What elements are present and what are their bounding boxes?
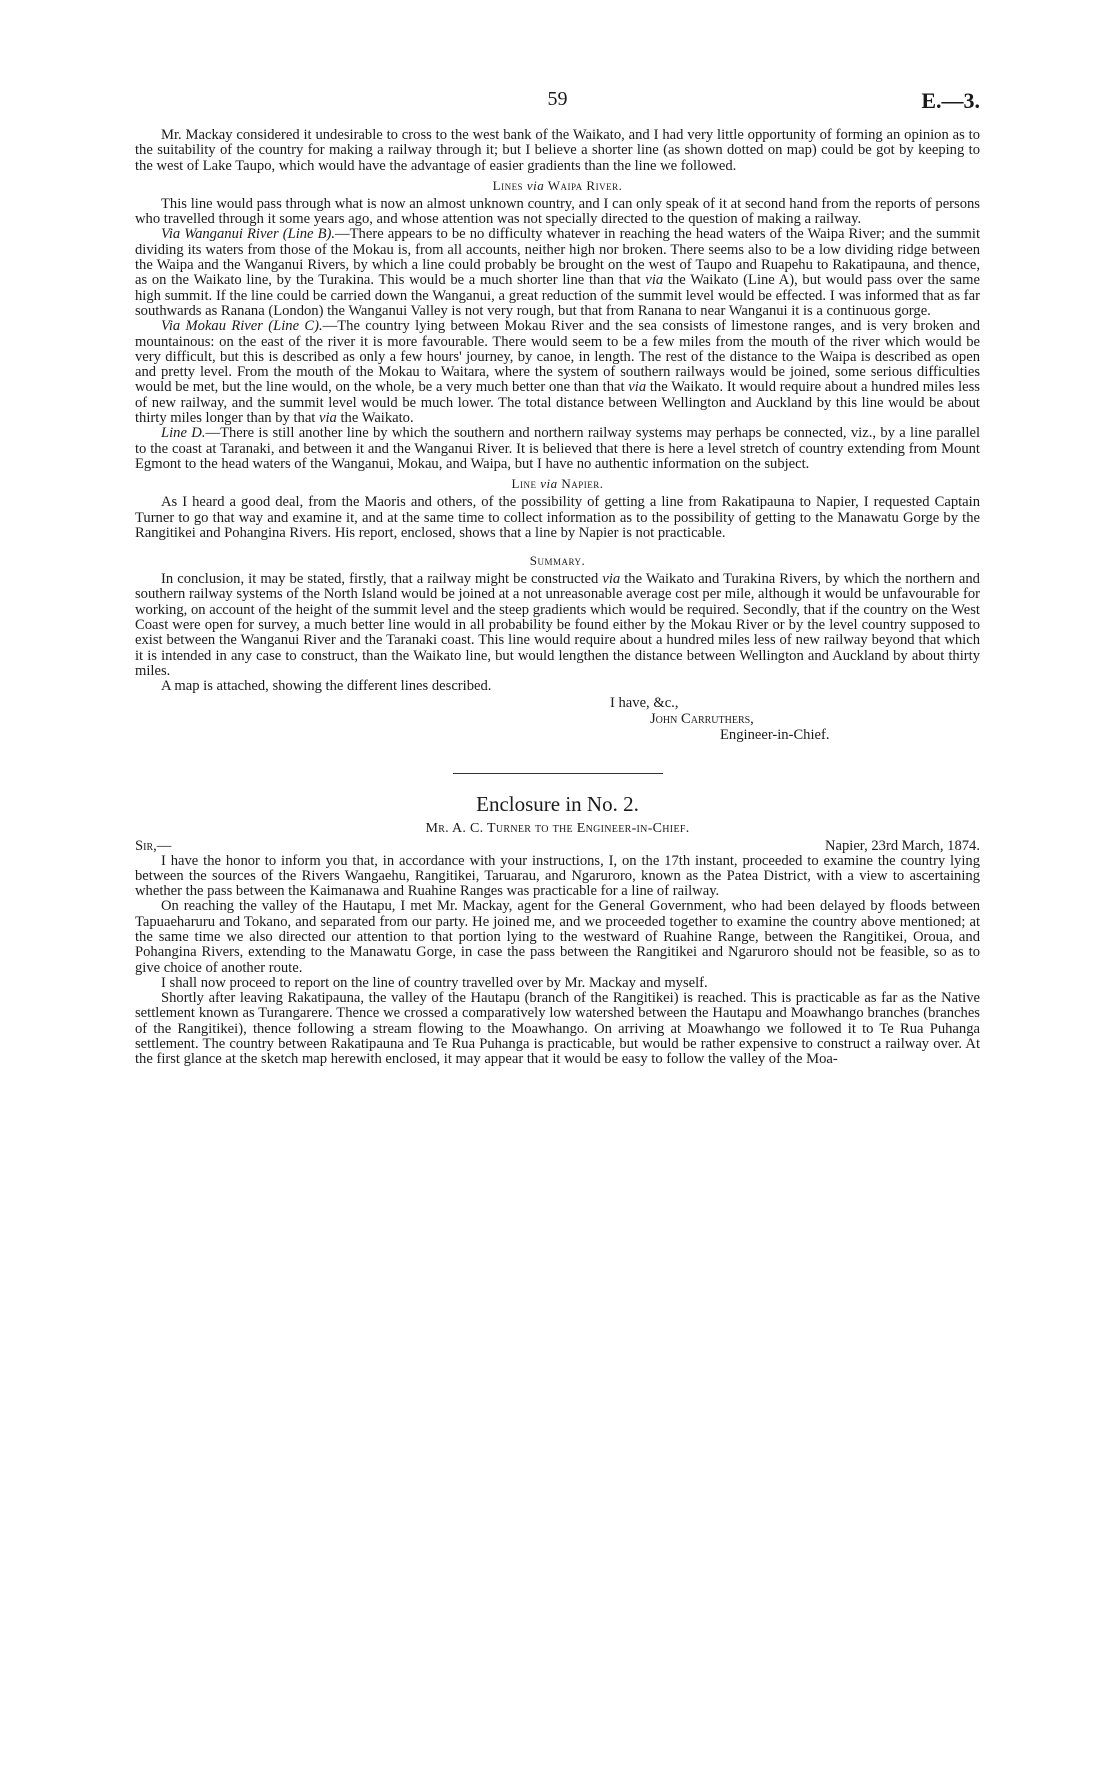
heading-line-via-napier (135, 476, 980, 492)
italic-via: via (628, 379, 647, 396)
page-number: 59 (547, 88, 568, 110)
heading-text: Line (511, 476, 541, 492)
section-divider (453, 773, 663, 774)
paragraph-waipa-unknown-country: This line would pass through what is now an almost unknown country, and I can only speak of it at second hand from the reports of persons who travelled through it some years ago, and whose attention was not specially directed to the question of making a railway. (135, 195, 980, 228)
paragraph-text: —There is still another line by which the southern and northern railway systems may perhaps be connected, viz., by a line parallel to the coast at Taranaki, and between it and the Wanganui River. It is believed that there is here a level stretch of country extending from Mount Egmont to the head waters of the Wanganui, Mokau, and Waipa, but I have no authentic information on the subject. (135, 425, 981, 472)
italic-via: via (602, 571, 621, 588)
heading-italic: via (526, 177, 545, 193)
dateline: Napier, 23rd March, 1874. (824, 837, 980, 854)
document-page (135, 88, 980, 1068)
paragraph-enclosure-hautapu: On reaching the valley of the Hautapu, I met Mr. Mackay, agent for the General Government, who had been delayed by floods between Tapuaeharuru and Tokano, and separated from our party. He joined me, and we proceeded together to examine the country above mentioned; at the same time we also directed our attention to that portion lying to the westward of Ruahine Range, between the Rangitikei, Oroua, and Pohangina Rivers, extending to the Manawatu Gorge, in case the pass between the Rangitikei and Ngaruroro should not be feasible, so as to give choice of another route. (135, 898, 980, 976)
paragraph-lead: Line D. (161, 425, 206, 442)
paragraph-text: the Waikato and Turakina Rivers, by which the northern and southern railway systems of the North Island would be joined at a not unreasonable average cost per mile, although it would be unfavourable for working, on account of the height of the summit level and the steep gradients which would be required. Secondly, that if the country on the West Coast were open for survey, a much better line would in all probability be found either by the Mokau River or by the level country supposed to exist between the Wanganui River and the Taranaki coast. This line would require about a hundred miles less of new railway beyond that which it is intended in any case to construct, than the Waikato line, but would lengthen the distance between Wellington and Auckland by about thirty miles. (135, 571, 980, 679)
paragraph-enclosure-rakatipauna: Shortly after leaving Rakatipauna, the valley of the Hautapu (branch of the Rangitikei) is reached. This is practicable as far as the Native settlement known as Turangarere. Thence we crossed a comparatively low watershed between the Hautapu and Moawhango branches (branches of the Rangitikei), thence following a stream flowing to the Moawhango. On arriving at Moawhango we followed it to Te Rua Puhanga settlement. The country between Rakatipauna and Te Rua Puhanga is practicable, but would be rather expensive to construct a railway over. At the first glance at the sketch map herewith enclosed, it may appear that it would be easy to follow the valley of the Moa- (135, 990, 980, 1068)
salutation-row (135, 838, 980, 854)
paragraph-conclusion (135, 572, 980, 679)
salutation: Sir,— (135, 837, 172, 854)
paragraph-enclosure-intro: I have the honor to inform you that, in accordance with your instructions, I, on the 17th instant, proceeded to examine the country lying between the sources of the Rivers Wangaehu, Rangitikei, Taruarau, and Ngaruroro, known as the Patea District, with a view to ascertaining whether the pass between the Kaimanawa and Ruahine Ranges was practicable for a line of railway. (135, 852, 980, 900)
paragraph-mackay-west-bank: Mr. Mackay considered it undesirable to cross to the west bank of the Waikato, and I had very little opportunity of forming an opinion as to the suitability of the country for making a railway through it; but I believe a shorter line (as shown dotted on map) could be got by keeping to the west of Lake Taupo, which would have the advantage of easier gradients than the line we followed. (135, 127, 980, 174)
paragraph-enclosure-report: I shall now proceed to report on the line of country travelled over by Mr. Mackay and myself. (161, 974, 708, 991)
paragraph-via-mokau (135, 319, 980, 426)
italic-via: via (645, 272, 664, 289)
paragraph-napier: As I heard a good deal, from the Maoris and others, of the possibility of getting a line from Rakatipauna to Napier, I requested Captain Turner to go that way and examine it, and at the same time to collect information as to the possibility of getting to the Manawatu Gorge by the Rangitikei and Pohangina Rivers. His report, enclosed, shows that a line by Napier is not practicable. (135, 494, 980, 541)
enclosure-subtitle: Mr. A. C. Turner to the Engineer-in-Chief. (425, 820, 690, 836)
paragraph-text: the Waikato. (336, 410, 414, 427)
document-code: E.—3. (921, 88, 980, 113)
paragraph-line-d (135, 426, 980, 472)
paragraph-via-wanganui (135, 227, 980, 319)
italic-via: via (319, 410, 337, 427)
heading-text: Waipa River. (544, 177, 623, 193)
paragraph-map-attached: A map is attached, showing the different lines described. (161, 678, 492, 695)
signoff-name: John Carruthers, (650, 710, 754, 727)
enclosure-title: Enclosure in No. 2. (476, 791, 639, 816)
paragraph-text: —There appears to be no difficulty whatever in reaching the head waters of the Waipa River; and the summit dividing its waters from those of the Mokau is, from all accounts, neither high nor broken. There seems also to be a low dividing ridge between the Waipa and the Wanganui Rivers, by which a line could probably be brought on the west of Taupo and Ruapehu to Rakatipauna, and thence, as on the Waikato line, by the Turakina. This would be a much shorter line than that (135, 226, 981, 289)
paragraph-text: the Waikato (Line A), but would pass over the same high summit. If the line could be carried down the Wanganui, a great reduction of the summit level would be effected. I was informed that as far southwards as Ranana (London) the Wanganui Valley is not very rough, but that from Ranana to near Wanganui it is a continuous gorge. (135, 272, 980, 319)
paragraph-text: In conclusion, it may be stated, firstly, that a railway might be constructed (161, 571, 603, 588)
signoff-closing: I have, &c., (610, 694, 679, 711)
heading-text: Lines (492, 177, 527, 193)
signoff (135, 695, 980, 743)
paragraph-lead: Via Wanganui River (Line B). (161, 226, 336, 243)
paragraph-text: the Waikato. It would require about a hundred miles less of new railway, and the summit level would be much lower. The total distance between Wellington and Auckland by this line would be about thirty miles longer than by that (135, 379, 980, 427)
heading-text: Napier. (557, 476, 604, 492)
heading-italic: via (540, 476, 558, 492)
signoff-title: Engineer-in-Chief. (720, 726, 830, 743)
page-header (135, 88, 980, 128)
paragraph-text: —The country lying between Mokau River and the sea consists of limestone ranges, and is very broken and mountainous: on the east of the river it is more favourable. There would seem to be a few miles from the mouth of the river which would be very difficult, but this is described as only a few hours' journey, by canoe, in length. The rest of the distance to the Waipa is described as open and pretty level. From the mouth of the Mokau to Waitara, where the system of southern railways would be joined, some serious difficulties would be met, but the line would, on the whole, be a very much better one than that (135, 318, 981, 396)
paragraph-lead: Via Mokau River (Line C). (161, 318, 323, 335)
heading-lines-via-waipa (135, 178, 980, 194)
heading-summary: Summary. (529, 553, 586, 569)
